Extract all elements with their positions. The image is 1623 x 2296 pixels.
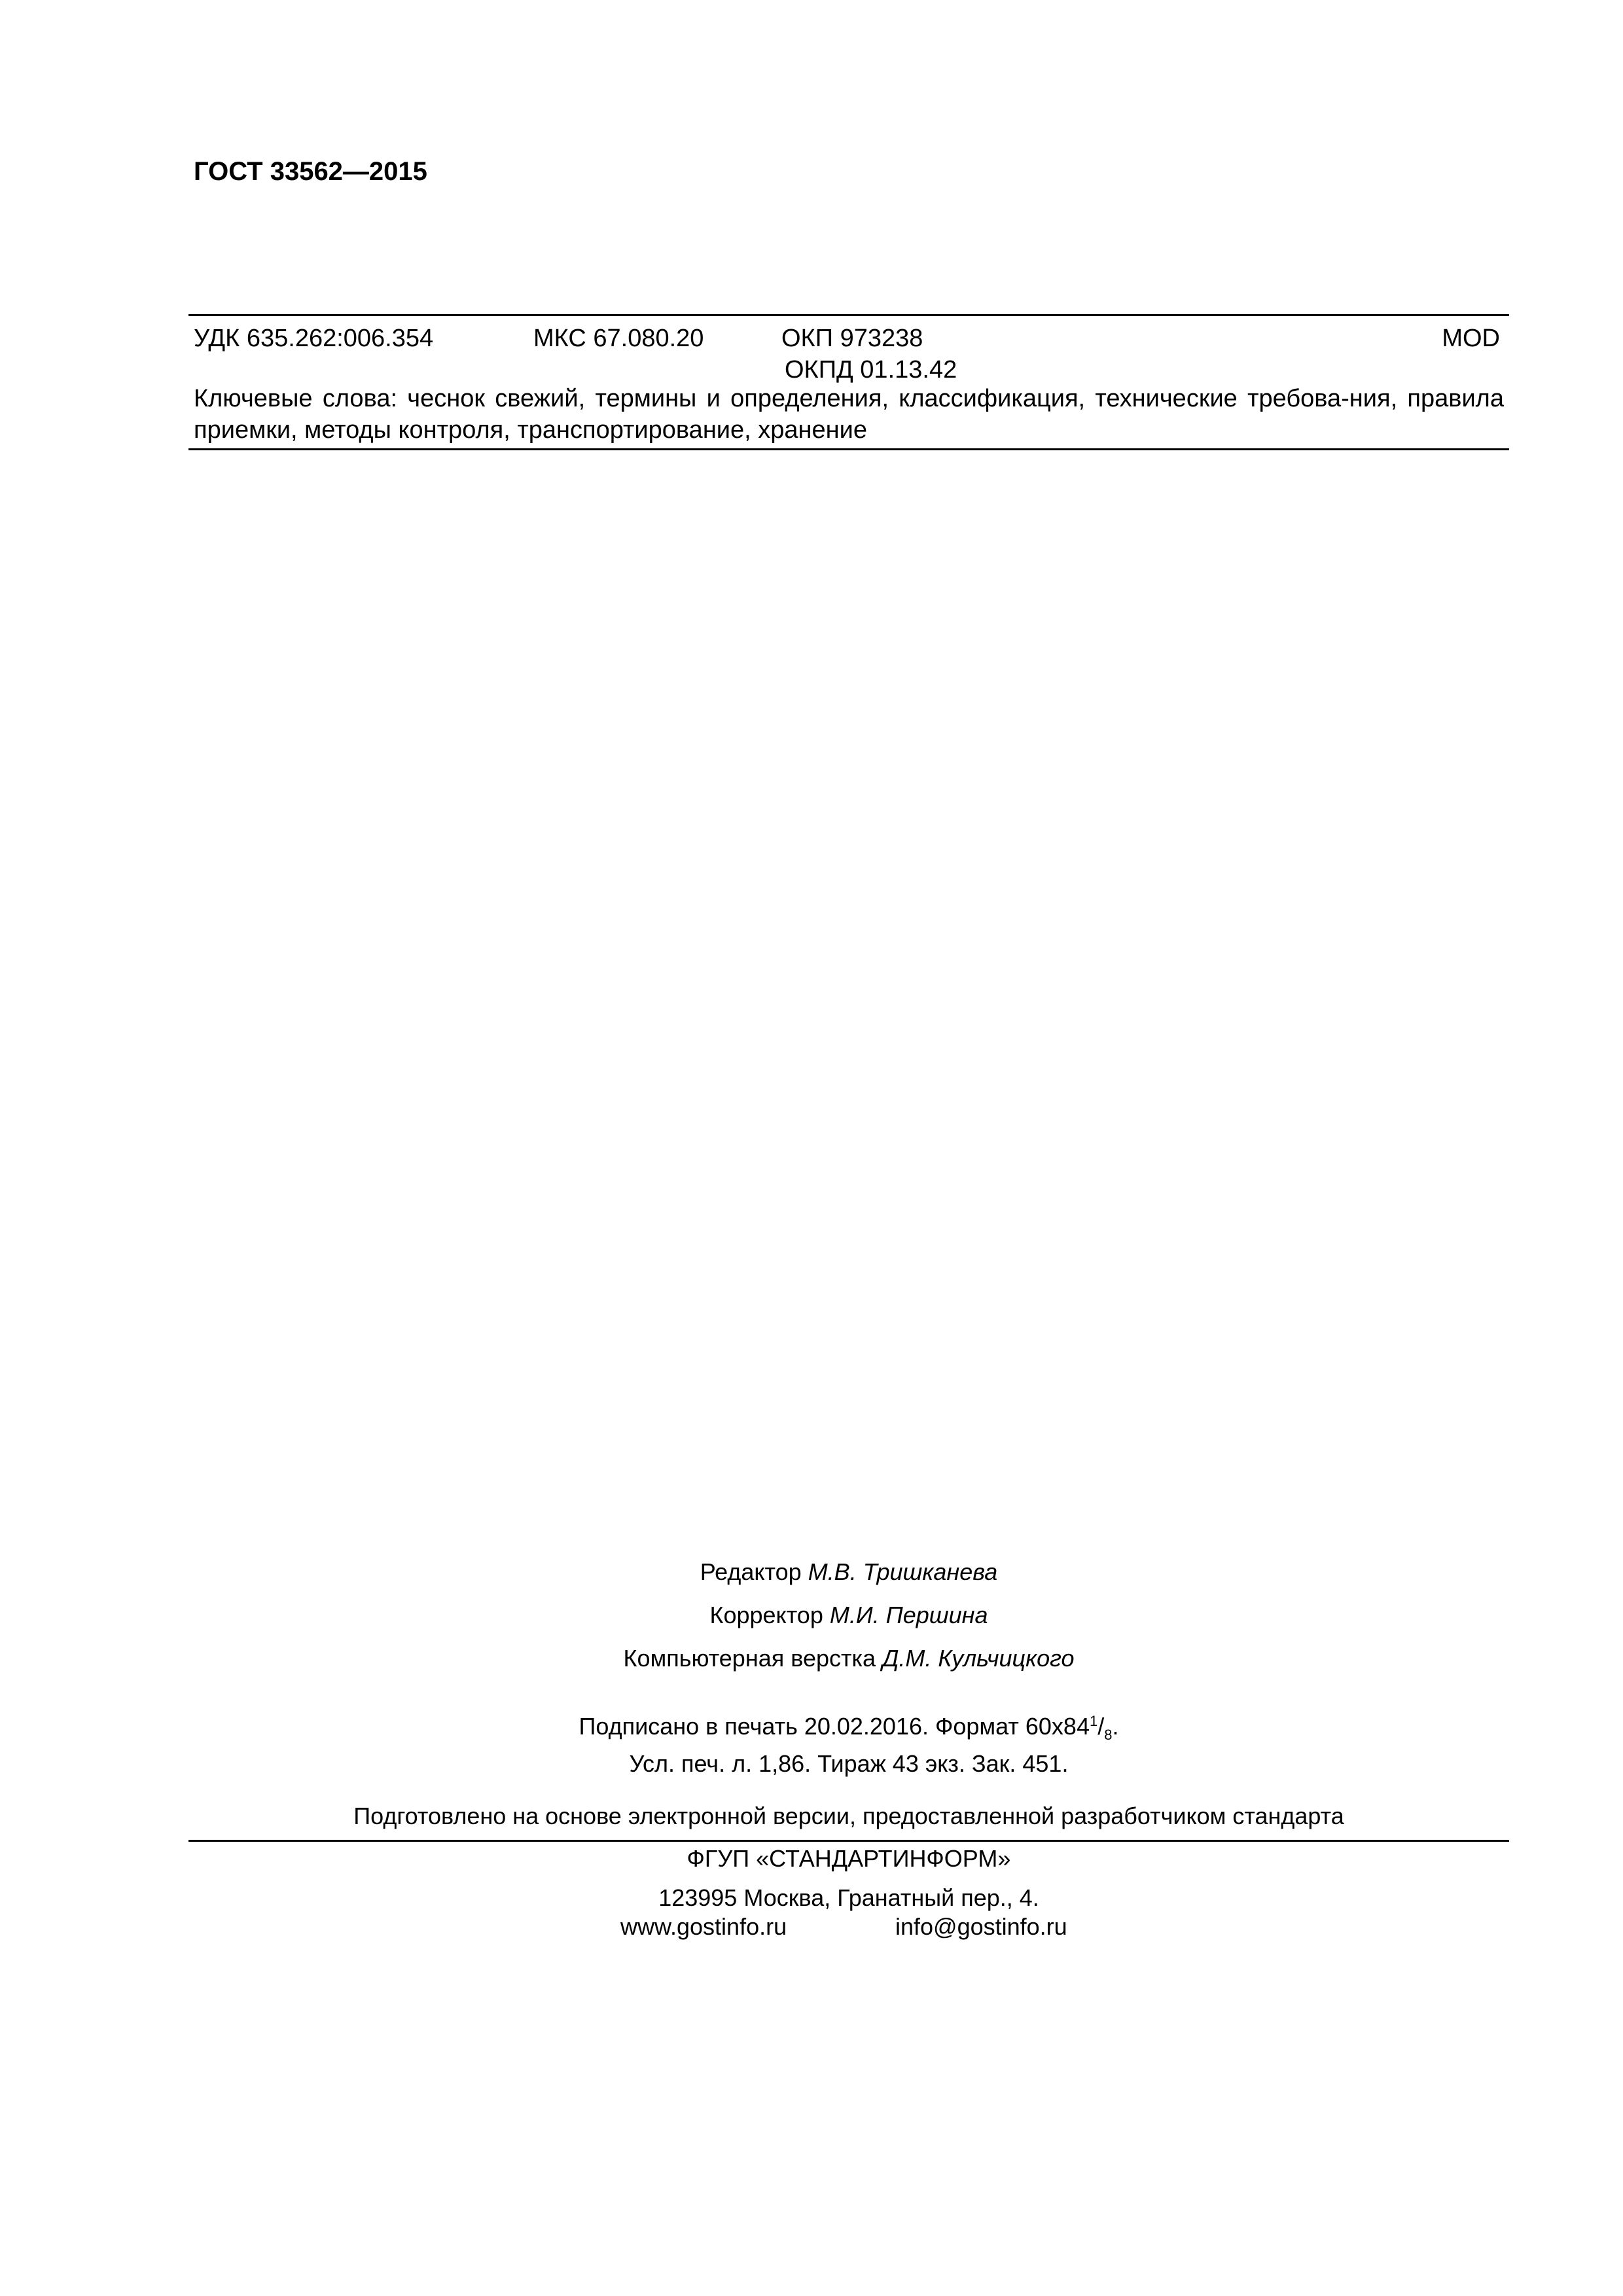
format-end: . xyxy=(1112,1713,1119,1740)
print-details xyxy=(188,1707,1509,1778)
publisher-block xyxy=(188,1840,1509,1941)
mks-code: МКС 67.080.20 xyxy=(533,325,704,352)
editor-name: М.В. Тришканева xyxy=(808,1558,998,1585)
corrector-name: М.И. Першина xyxy=(829,1602,988,1628)
publisher-contacts xyxy=(188,1912,1509,1941)
website-link[interactable]: www.gostinfo.ru xyxy=(620,1913,787,1941)
harmonization-degree: MOD xyxy=(1442,325,1500,352)
layout-label: Компьютерная верстка xyxy=(623,1645,876,1672)
classification-codes-row xyxy=(188,320,1509,383)
bibliographic-data-block xyxy=(188,314,1509,450)
signed-line: Подписано в печать 20.02.2016. Формат $60x84^1/_8$. xyxy=(579,1713,1119,1744)
keywords-text: Ключевые слова: чеснок свежий, термины и определения, классификация, технические требова-ния, правила приемки, методы контроля, транспортирование, хранение xyxy=(194,385,1504,444)
udk-code: УДК 635.262:006.354 xyxy=(194,325,434,352)
format-numerator: 1 xyxy=(1089,1713,1098,1729)
corrector-line xyxy=(188,1601,1509,1644)
corrector-label: Корректор xyxy=(709,1602,823,1628)
editor-line xyxy=(188,1558,1509,1601)
okpd-code: ОКПД 01.13.42 xyxy=(785,356,957,384)
publisher-address: 123995 Москва, Гранатный пер., 4. xyxy=(658,1884,1039,1912)
publisher-name: ФГУП «СТАНДАРТИНФОРМ» xyxy=(687,1845,1011,1873)
layout-line xyxy=(188,1644,1509,1687)
layout-name: Д.М. Кульчицкого xyxy=(882,1645,1075,1672)
document-designation: ГОСТ 33562—2015 xyxy=(194,157,427,186)
okp-code: ОКП 973238 xyxy=(781,325,923,352)
email-link[interactable]: info@gostinfo.ru xyxy=(895,1913,1067,1941)
prepared-note: Подготовлено на основе электронной версии, предоставленной разработчиком стандарта xyxy=(353,1803,1344,1830)
signed-text: Подписано в печать 20.02.2016. Формат 60x84 xyxy=(579,1713,1090,1740)
editor-label: Редактор xyxy=(700,1558,802,1585)
run-line: Усл. печ. л. 1,86. Тираж 43 экз. Зак. 451. xyxy=(629,1750,1069,1778)
imprint-section xyxy=(188,1558,1509,1941)
format-denominator: 8 xyxy=(1104,1727,1113,1744)
